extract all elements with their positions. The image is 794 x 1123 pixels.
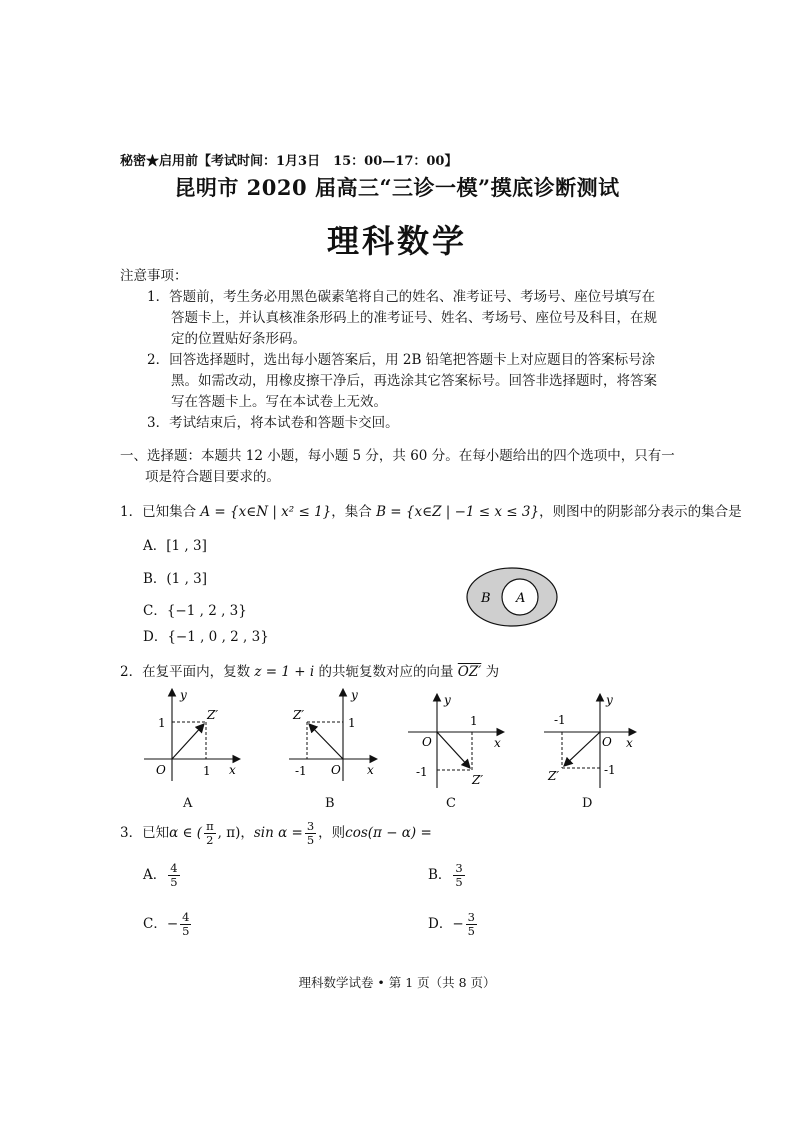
origin-label: O — [331, 763, 341, 777]
frac-num: 4 — [182, 910, 190, 924]
option-label: C．− — [143, 916, 179, 932]
question-1-stem — [120, 502, 742, 523]
q2-caption-a: A — [183, 796, 193, 811]
q1-text-1: 1．已知集合 — [120, 504, 201, 520]
q3-option-a — [143, 862, 182, 889]
frac-num: 4 — [170, 861, 178, 875]
secret-header: 秘密★启用前【考试时间：1月3日 15：00—17：00】 — [120, 154, 458, 169]
origin-label: O — [156, 763, 166, 777]
q3-sin: sin α = — [253, 825, 303, 841]
question-2-stem — [120, 662, 499, 683]
notice-item-1-line-1: 1．答题前，考生务必用黑色碳素笔将自己的姓名、准考证号、考场号、座位号填写在 — [147, 289, 656, 305]
q3-option-d — [428, 911, 479, 938]
notice-item-2-line-2: 黑。如需改动，用橡皮擦干净后，再选涂其它答案标号。回答非选择题时，将答案 — [171, 373, 657, 389]
q2-text-2: 的共轭复数对应的向量 — [314, 664, 458, 680]
x-label: x — [229, 763, 236, 777]
option-label: D．− — [428, 916, 464, 932]
y-label: y — [351, 688, 358, 702]
q2-text-1: 2．在复平面内，复数 — [120, 664, 255, 680]
subject-title: 理科数学 — [326, 222, 467, 260]
q1-option-c: C．{−1 , 2 , 3} — [143, 603, 247, 619]
notice-item-2-line-1: 2．回答选择题时，选出每小题答案后，用 2B 铅笔把答题卡上对应题目的答案标号涂 — [147, 352, 656, 368]
point-label: Z′ — [472, 773, 484, 787]
venn-label-a: A — [516, 591, 526, 606]
origin-label: O — [422, 735, 432, 749]
frac-den: 5 — [467, 924, 475, 938]
tick-label: 1 — [470, 714, 478, 728]
q2-option-c-figure — [404, 690, 508, 790]
tick-label: -1 — [554, 713, 566, 727]
point-label: Z′ — [548, 769, 560, 783]
frac-num: π — [206, 819, 214, 833]
q2-option-d-figure — [540, 690, 644, 790]
y-label: y — [444, 693, 451, 707]
q2-caption-d: D — [582, 796, 593, 811]
notice-item-1-line-2: 答题卡上，并认真核准条形码上的准考证号、姓名、考场号、座位号及科目，在规 — [171, 310, 657, 326]
frac-den: 5 — [182, 924, 190, 938]
exam-title: 昆明市 2020 届高三“三诊一模”摸底诊断测试 — [174, 175, 620, 200]
q3-fraction-3-5 — [305, 820, 316, 847]
x-label: x — [367, 763, 374, 777]
venn-diagram — [465, 566, 559, 628]
q3-option-b — [428, 862, 467, 889]
q2-text-3: 为 — [481, 664, 500, 680]
tick-label: 1 — [158, 716, 166, 730]
tick-label: -1 — [416, 765, 428, 779]
frac-num: 3 — [455, 861, 463, 875]
question-3-stem — [120, 820, 432, 847]
frac-den: 5 — [170, 875, 178, 889]
notice-item-1-line-3: 定的位置贴好条形码。 — [171, 331, 306, 347]
point-label: Z′ — [207, 708, 219, 722]
q1-option-d: D．{−1 , 0 , 2 , 3} — [143, 629, 269, 645]
q3-text-1: 3．已知 — [120, 825, 170, 841]
point-label: Z′ — [293, 708, 305, 722]
origin-label: O — [602, 735, 612, 749]
page-footer: 理科数学试卷 • 第 1 页（共 8 页） — [298, 975, 496, 990]
section-1-line-2: 项是符合题目要求的。 — [145, 469, 280, 485]
notice-item-3: 3．考试结束后，将本试卷和答题卡交回。 — [147, 415, 399, 431]
frac-num: 3 — [467, 910, 475, 924]
q3-fraction-pi-over-2 — [204, 820, 216, 847]
x-label: x — [494, 736, 501, 750]
q2-caption-b: B — [325, 796, 335, 811]
frac-den: 5 — [306, 833, 315, 847]
q3-alpha-tail: , π) — [217, 825, 241, 841]
option-fraction — [180, 911, 191, 938]
section-1-line-1: 一、选择题：本题共 12 小题，每小题 5 分，共 60 分。在每小题给出的四个选项中，只有一 — [120, 448, 675, 464]
q2-option-a-figure — [140, 685, 250, 785]
q1-text-2: ，集合 — [331, 504, 377, 520]
q2-caption-c: C — [446, 796, 456, 811]
tick-label: -1 — [604, 763, 616, 777]
vector-arrow — [172, 724, 204, 759]
option-label: B． — [428, 867, 452, 883]
q3-sep: ， — [240, 825, 254, 841]
q2-vector: OZ′ — [457, 664, 482, 680]
q1-set-a: A = {x∈N | x² ≤ 1} — [200, 504, 332, 520]
tick-label: 1 — [348, 716, 356, 730]
tick-label: -1 — [295, 764, 307, 778]
venn-label-b: B — [481, 591, 491, 606]
q1-set-b: B = {x∈Z | −1 ≤ x ≤ 3} — [376, 504, 540, 520]
y-label: y — [606, 693, 613, 707]
vector-arrow — [437, 732, 470, 768]
q3-cos: cos(π − α) = — [345, 825, 432, 841]
vector-arrow — [564, 732, 600, 766]
q1-option-a: A．[1 , 3] — [143, 538, 207, 554]
x-label: x — [626, 736, 633, 750]
vector-arrow — [309, 724, 343, 759]
y-label: y — [180, 688, 187, 702]
option-fraction — [453, 862, 464, 889]
q2-complex: z = 1 + i — [254, 664, 315, 680]
option-fraction — [466, 911, 477, 938]
q3-option-c — [143, 911, 193, 938]
option-fraction — [168, 862, 179, 889]
notice-heading: 注意事项： — [120, 268, 188, 284]
q1-option-b: B．(1 , 3] — [143, 571, 208, 587]
frac-den: 2 — [206, 833, 214, 847]
option-label: A． — [143, 867, 167, 883]
q3-alpha-in: α ∈ ( — [169, 825, 203, 841]
q3-text-2: ，则 — [318, 825, 346, 841]
q1-text-3: ，则图中的阴影部分表示的集合是 — [539, 504, 742, 520]
notice-item-2-line-3: 写在答题卡上。写在本试卷上无效。 — [171, 394, 387, 410]
q2-option-b-figure — [285, 685, 385, 785]
frac-den: 5 — [455, 875, 463, 889]
frac-num: 3 — [306, 819, 315, 833]
tick-label: 1 — [203, 764, 211, 778]
